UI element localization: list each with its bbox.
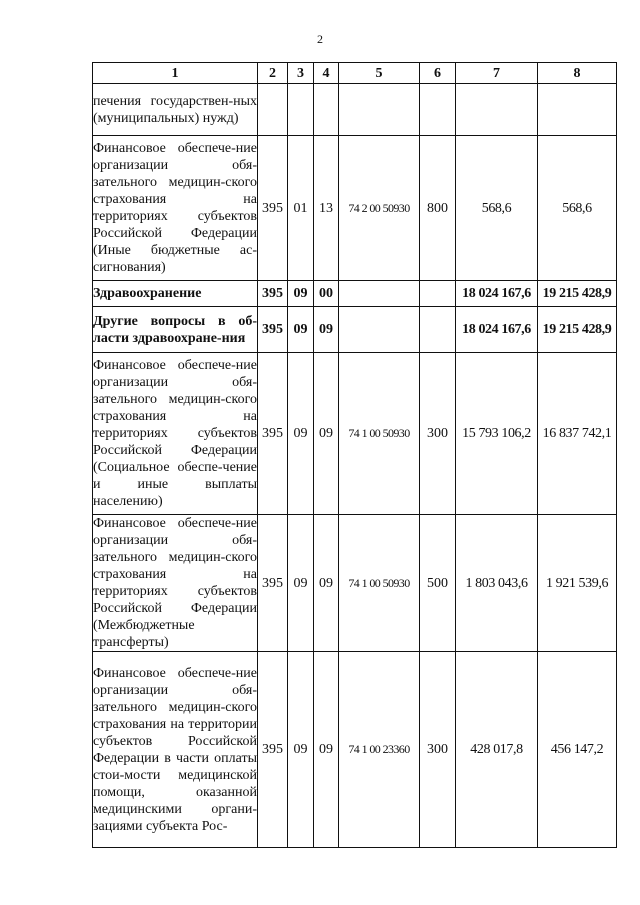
column-header: 5 <box>339 63 420 84</box>
target-article-cell <box>339 84 420 136</box>
table-row <box>93 353 617 515</box>
expense-type-cell <box>420 281 456 307</box>
expense-type-cell: 800 <box>420 136 456 281</box>
amount-year2-cell: 19 215 428,9 <box>538 281 617 307</box>
amount-year1-cell: 18 024 167,6 <box>456 281 538 307</box>
amount-year1-cell: 428 017,8 <box>456 652 538 848</box>
section-code-cell <box>288 84 314 136</box>
target-article-cell <box>339 307 420 353</box>
section-code-cell: 09 <box>288 652 314 848</box>
row-name-cell: Финансовое обеспече-ние организации обя-зательного медицин-ского страхования на территориях субъектов Российской Федерации (Иные бюджетные ас-сигнования) <box>93 136 258 281</box>
column-header: 1 <box>93 63 258 84</box>
expense-type-cell: 300 <box>420 353 456 515</box>
amount-year2-cell: 456 147,2 <box>538 652 617 848</box>
subsection-code-cell: 09 <box>314 307 339 353</box>
amount-year2-cell: 1 921 539,6 <box>538 515 617 652</box>
section-code-cell: 09 <box>288 353 314 515</box>
column-header: 8 <box>538 63 617 84</box>
subsection-code-cell: 00 <box>314 281 339 307</box>
subsection-code-cell: 13 <box>314 136 339 281</box>
page-number: 2 <box>317 32 323 46</box>
expense-type-cell <box>420 84 456 136</box>
target-article-cell <box>339 281 420 307</box>
amount-year1-cell: 568,6 <box>456 136 538 281</box>
column-header: 7 <box>456 63 538 84</box>
target-article-cell: 74 1 00 50930 <box>339 353 420 515</box>
table-row <box>93 307 617 353</box>
row-name-cell: Другие вопросы в об-ласти здравоохране-ния <box>93 307 258 353</box>
ministry-code-cell: 395 <box>258 307 288 353</box>
row-name-cell: Финансовое обеспече-ние организации обя-зательного медицин-ского страхования на территориях субъектов Российской Федерации (Межбюджетные трансферты) <box>93 516 257 650</box>
column-header: 4 <box>314 63 339 84</box>
amount-year1-cell <box>456 84 538 136</box>
column-header: 2 <box>258 63 288 84</box>
table-row <box>93 515 617 652</box>
subsection-code-cell: 09 <box>314 353 339 515</box>
section-code-cell: 09 <box>288 281 314 307</box>
ministry-code-cell: 395 <box>258 353 288 515</box>
subsection-code-cell: 09 <box>314 515 339 652</box>
table-row <box>93 652 617 848</box>
row-name-cell: Здравоохранение <box>93 281 258 307</box>
table-header-row <box>93 63 617 84</box>
target-article-cell: 74 1 00 50930 <box>339 515 420 652</box>
amount-year2-cell <box>538 84 617 136</box>
subsection-code-cell <box>314 84 339 136</box>
amount-year2-cell: 16 837 742,1 <box>538 353 617 515</box>
amount-year1-cell: 18 024 167,6 <box>456 307 538 353</box>
table-row <box>93 136 617 281</box>
section-code-cell: 01 <box>288 136 314 281</box>
row-name-cell: Финансовое обеспече-ние организации обя-зательного медицин-ского страхования на территориях субъектов Российской Федерации (Социальное обеспе-чение и иные выплаты населению) <box>93 353 258 515</box>
amount-year2-cell: 568,6 <box>538 136 617 281</box>
ministry-code-cell: 395 <box>258 652 288 848</box>
column-header: 3 <box>288 63 314 84</box>
amount-year1-cell: 1 803 043,6 <box>456 515 538 652</box>
amount-year1-cell: 15 793 106,2 <box>456 353 538 515</box>
section-code-cell: 09 <box>288 307 314 353</box>
budget-table <box>92 62 617 848</box>
ministry-code-cell: 395 <box>258 515 288 652</box>
table-row <box>93 281 617 307</box>
expense-type-cell <box>420 307 456 353</box>
amount-year2-cell: 19 215 428,9 <box>538 307 617 353</box>
ministry-code-cell: 395 <box>258 281 288 307</box>
expense-type-cell: 500 <box>420 515 456 652</box>
ministry-code-cell <box>258 84 288 136</box>
ministry-code-cell: 395 <box>258 136 288 281</box>
expense-type-cell: 300 <box>420 652 456 848</box>
row-name-cell: Финансовое обеспече-ние организации обя-зательного медицин-ского страхования на территории субъектов Российской Федерации в части оплаты стои-мости медицинской помощи, оказанной медицинскими органи-зациями субъекта Рос- <box>93 652 258 848</box>
table-row <box>93 84 617 136</box>
row-name-cell: печения государствен-ных (муниципальных) нужд) <box>93 84 258 136</box>
target-article-cell: 74 2 00 50930 <box>339 136 420 281</box>
column-header: 6 <box>420 63 456 84</box>
section-code-cell: 09 <box>288 515 314 652</box>
subsection-code-cell: 09 <box>314 652 339 848</box>
target-article-cell: 74 1 00 23360 <box>339 652 420 848</box>
